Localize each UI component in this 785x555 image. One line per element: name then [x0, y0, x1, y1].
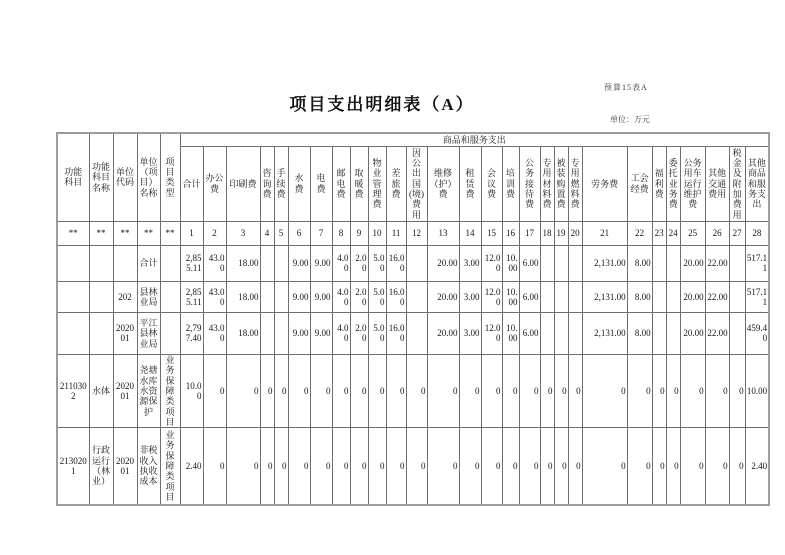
- data-cell: 18.00: [226, 312, 260, 354]
- data-cell: 16.00: [386, 312, 406, 354]
- data-cell: 4.00: [332, 312, 350, 354]
- data-cell: 0: [406, 428, 427, 505]
- data-cell: 517.11: [745, 281, 769, 312]
- data-cell: [540, 281, 554, 312]
- data-cell: 18.00: [226, 245, 260, 281]
- data-cell: 16.00: [386, 245, 406, 281]
- data-cell: 8.00: [627, 281, 652, 312]
- code-cell: 19: [554, 221, 568, 245]
- data-cell: 8.00: [627, 312, 652, 354]
- data-cell: 合计: [137, 245, 160, 281]
- data-cell: 0: [652, 428, 666, 505]
- data-cell: 0: [680, 428, 705, 505]
- data-cell: 0: [260, 428, 274, 505]
- data-cell: 业务保障类项目: [160, 428, 180, 505]
- code-cell: **: [113, 221, 137, 245]
- expense-column-header: 被装购置费: [554, 146, 568, 221]
- code-cell: 14: [459, 221, 481, 245]
- group-header-cell: 商品和服务支出: [180, 133, 769, 146]
- expense-column-header: 邮电费: [332, 146, 350, 221]
- fixed-column-header: 单位代码: [113, 133, 137, 221]
- data-cell: 0: [680, 354, 705, 427]
- data-cell: 0: [332, 354, 350, 427]
- data-cell: [729, 281, 745, 312]
- data-cell: 0: [519, 354, 540, 427]
- data-cell: 0: [729, 354, 745, 427]
- data-cell: 43.00: [203, 281, 226, 312]
- data-cell: 6.00: [519, 245, 540, 281]
- data-cell: 9.00: [310, 312, 332, 354]
- data-cell: 2,131.00: [582, 281, 627, 312]
- code-cell: **: [57, 221, 89, 245]
- data-cell: [406, 245, 427, 281]
- code-cell: 28: [745, 221, 769, 245]
- code-cell: 21: [582, 221, 627, 245]
- data-cell: 0: [288, 354, 310, 427]
- data-cell: 20.00: [680, 281, 705, 312]
- page-title: 项目支出明细表（A）: [289, 95, 475, 114]
- data-cell: 0: [582, 428, 627, 505]
- data-cell: 0: [540, 428, 554, 505]
- code-cell: 25: [680, 221, 705, 245]
- data-cell: [568, 245, 582, 281]
- data-cell: [89, 245, 113, 281]
- code-cell: 13: [427, 221, 459, 245]
- expense-column-header: 咨询费: [260, 146, 274, 221]
- data-cell: [57, 245, 89, 281]
- code-cell: 12: [406, 221, 427, 245]
- data-cell: 18.00: [226, 281, 260, 312]
- data-cell: [260, 312, 274, 354]
- data-cell: 0: [666, 428, 680, 505]
- data-cell: 0: [386, 428, 406, 505]
- data-cell: [568, 312, 582, 354]
- expense-column-header: 印刷费: [226, 146, 260, 221]
- data-cell: 6.00: [519, 281, 540, 312]
- data-cell: 0: [554, 354, 568, 427]
- data-cell: 0: [310, 428, 332, 505]
- data-cell: [57, 312, 89, 354]
- data-cell: [540, 245, 554, 281]
- data-cell: [160, 312, 180, 354]
- data-cell: 20.00: [680, 312, 705, 354]
- data-cell: 3.00: [459, 312, 481, 354]
- data-cell: [540, 312, 554, 354]
- code-cell: 26: [705, 221, 729, 245]
- data-cell: 9.00: [288, 245, 310, 281]
- data-cell: 2.40: [180, 428, 203, 505]
- data-cell: 2,855.11: [180, 281, 203, 312]
- code-cell: 15: [481, 221, 502, 245]
- data-cell: [406, 312, 427, 354]
- data-cell: 16.00: [386, 281, 406, 312]
- code-cell: 4: [260, 221, 274, 245]
- data-cell: [666, 312, 680, 354]
- expense-column-header: 物业管理费: [368, 146, 386, 221]
- data-cell: 0: [459, 354, 481, 427]
- data-cell: 0: [627, 354, 652, 427]
- data-cell: 行政运行（林业）: [89, 428, 113, 505]
- code-cell: 8: [332, 221, 350, 245]
- data-cell: 0: [350, 428, 368, 505]
- expense-column-header: 差旅费: [386, 146, 406, 221]
- expense-column-header: 水费: [288, 146, 310, 221]
- data-cell: 2.00: [350, 312, 368, 354]
- data-cell: 0: [705, 354, 729, 427]
- data-cell: 3.00: [459, 245, 481, 281]
- code-cell: 2: [203, 221, 226, 245]
- data-cell: [652, 281, 666, 312]
- data-cell: 4.00: [332, 281, 350, 312]
- data-cell: 5.00: [368, 245, 386, 281]
- data-cell: 22.00: [705, 312, 729, 354]
- data-cell: [652, 245, 666, 281]
- data-cell: [89, 281, 113, 312]
- expense-column-header: 电费: [310, 146, 332, 221]
- table-row: [57, 428, 769, 505]
- data-cell: 0: [368, 428, 386, 505]
- data-cell: 0: [368, 354, 386, 427]
- data-cell: 10.00: [180, 354, 203, 427]
- data-cell: 517.11: [745, 245, 769, 281]
- data-cell: 0: [729, 428, 745, 505]
- code-cell: **: [89, 221, 113, 245]
- data-cell: 9.00: [310, 245, 332, 281]
- table-body: [57, 221, 769, 504]
- data-cell: 2,855.11: [180, 245, 203, 281]
- table-container: [56, 132, 770, 506]
- expense-column-header: 取暖费: [350, 146, 368, 221]
- table-row: [57, 354, 769, 427]
- data-cell: 0: [427, 428, 459, 505]
- data-cell: [160, 245, 180, 281]
- code-cell: 3: [226, 221, 260, 245]
- data-cell: 9.00: [310, 281, 332, 312]
- data-cell: 2,131.00: [582, 312, 627, 354]
- code-cell: 6: [288, 221, 310, 245]
- code-cell: **: [137, 221, 160, 245]
- data-cell: 20.00: [427, 281, 459, 312]
- data-cell: 2110302: [57, 354, 89, 427]
- data-cell: 0: [502, 428, 519, 505]
- data-cell: 22.00: [705, 245, 729, 281]
- data-cell: 0: [203, 428, 226, 505]
- data-cell: 0: [203, 354, 226, 427]
- data-cell: [406, 281, 427, 312]
- expense-column-header: 委托业务费: [666, 146, 680, 221]
- data-cell: 9.00: [288, 312, 310, 354]
- code-cell: 11: [386, 221, 406, 245]
- data-cell: [554, 281, 568, 312]
- data-cell: 8.00: [627, 245, 652, 281]
- data-cell: 0: [568, 428, 582, 505]
- data-cell: 2130201: [57, 428, 89, 505]
- data-cell: 202001: [113, 428, 137, 505]
- expense-column-header: 租赁费: [459, 146, 481, 221]
- code-cell: 23: [652, 221, 666, 245]
- data-cell: 平江县林业局: [137, 312, 160, 354]
- data-cell: 0: [274, 354, 288, 427]
- data-cell: 0: [652, 354, 666, 427]
- data-cell: 县林业局: [137, 281, 160, 312]
- data-cell: [729, 245, 745, 281]
- data-cell: 0: [288, 428, 310, 505]
- data-cell: 10.00: [502, 245, 519, 281]
- data-cell: 12.00: [481, 312, 502, 354]
- data-cell: 20.00: [427, 245, 459, 281]
- data-cell: [666, 281, 680, 312]
- data-cell: 459.40: [745, 312, 769, 354]
- unit-note: 单位：万元: [610, 115, 650, 124]
- data-cell: 10.00: [502, 312, 519, 354]
- expense-column-header: 专用燃料费: [568, 146, 582, 221]
- data-cell: 5.00: [368, 312, 386, 354]
- data-cell: 0: [260, 354, 274, 427]
- data-cell: 4.00: [332, 245, 350, 281]
- data-cell: 0: [226, 428, 260, 505]
- data-cell: 0: [627, 428, 652, 505]
- expense-column-header: 办公费: [203, 146, 226, 221]
- data-cell: 202001: [113, 312, 137, 354]
- data-cell: 0: [350, 354, 368, 427]
- data-cell: [260, 245, 274, 281]
- data-cell: 0: [406, 354, 427, 427]
- expense-column-header: 会议费: [481, 146, 502, 221]
- code-cell: **: [160, 221, 180, 245]
- table-head: [57, 133, 769, 221]
- data-cell: 43.00: [203, 245, 226, 281]
- data-cell: [554, 245, 568, 281]
- data-cell: [568, 281, 582, 312]
- expense-column-header: 劳务费: [582, 146, 627, 221]
- fixed-column-header: 单位（项目）名称: [137, 133, 160, 221]
- data-cell: [274, 312, 288, 354]
- data-cell: 0: [386, 354, 406, 427]
- expense-column-header: 福利费: [652, 146, 666, 221]
- data-cell: 10.00: [745, 354, 769, 427]
- data-cell: 2,131.00: [582, 245, 627, 281]
- data-cell: [652, 312, 666, 354]
- data-cell: 9.00: [288, 281, 310, 312]
- code-cell: 5: [274, 221, 288, 245]
- data-cell: 202001: [113, 354, 137, 427]
- fixed-column-header: 功能科目: [57, 133, 89, 221]
- table-row: [57, 312, 769, 354]
- data-cell: [554, 312, 568, 354]
- data-cell: 12.00: [481, 281, 502, 312]
- data-cell: 43.00: [203, 312, 226, 354]
- data-cell: 202: [113, 281, 137, 312]
- data-cell: 0: [481, 354, 502, 427]
- data-cell: 2.00: [350, 245, 368, 281]
- data-cell: 尧塘水库水资源保护: [137, 354, 160, 427]
- data-cell: 2.40: [745, 428, 769, 505]
- data-cell: 0: [502, 354, 519, 427]
- expense-column-header: 合计: [180, 146, 203, 221]
- data-cell: 0: [274, 428, 288, 505]
- data-cell: 0: [332, 428, 350, 505]
- data-cell: [274, 245, 288, 281]
- data-cell: 12.00: [481, 245, 502, 281]
- code-cell: 27: [729, 221, 745, 245]
- code-cell: 16: [502, 221, 519, 245]
- code-cell: 17: [519, 221, 540, 245]
- data-cell: 0: [519, 428, 540, 505]
- table-row: [57, 281, 769, 312]
- data-cell: 0: [666, 354, 680, 427]
- data-cell: [666, 245, 680, 281]
- code-cell: 10: [368, 221, 386, 245]
- data-cell: 0: [705, 428, 729, 505]
- data-cell: [160, 281, 180, 312]
- code-cell: 24: [666, 221, 680, 245]
- data-cell: 3.00: [459, 281, 481, 312]
- code-cell: 9: [350, 221, 368, 245]
- data-cell: 水体: [89, 354, 113, 427]
- expense-column-header: 公务用车运行维护费: [680, 146, 705, 221]
- expense-column-header: 手续费: [274, 146, 288, 221]
- data-cell: 业务保障类项目: [160, 354, 180, 427]
- data-cell: 0: [540, 354, 554, 427]
- data-cell: [89, 312, 113, 354]
- expense-column-header: 工会经费: [627, 146, 652, 221]
- data-cell: 0: [568, 354, 582, 427]
- expense-column-header: 其他商品和服务支出: [745, 146, 769, 221]
- expense-column-header: 维修（护）费: [427, 146, 459, 221]
- expense-column-header: 专用材料费: [540, 146, 554, 221]
- expense-column-header: 培训费: [502, 146, 519, 221]
- code-cell: 20: [568, 221, 582, 245]
- data-cell: 非税收入执收成本: [137, 428, 160, 505]
- data-cell: 0: [481, 428, 502, 505]
- data-cell: [57, 281, 89, 312]
- expense-column-header: 税金及附加费用: [729, 146, 745, 221]
- expense-column-header: 因公出国(境)费用: [406, 146, 427, 221]
- code-row: [57, 221, 769, 245]
- expense-column-header: 其他交通费用: [705, 146, 729, 221]
- data-cell: 0: [582, 354, 627, 427]
- data-cell: 5.00: [368, 281, 386, 312]
- fixed-column-header: 功能科目名称: [89, 133, 113, 221]
- code-cell: 1: [180, 221, 203, 245]
- code-cell: 7: [310, 221, 332, 245]
- data-cell: 10.00: [502, 281, 519, 312]
- fixed-column-header: 项目类型: [160, 133, 180, 221]
- data-cell: 22.00: [705, 281, 729, 312]
- data-cell: 0: [554, 428, 568, 505]
- data-cell: [274, 281, 288, 312]
- code-cell: 22: [627, 221, 652, 245]
- data-cell: 20.00: [427, 312, 459, 354]
- data-cell: 2,797.40: [180, 312, 203, 354]
- data-cell: [260, 281, 274, 312]
- expenditure-table: [56, 132, 770, 506]
- data-cell: [113, 245, 137, 281]
- data-cell: 0: [226, 354, 260, 427]
- header-row-group: [57, 133, 769, 146]
- expense-column-header: 公务接待费: [519, 146, 540, 221]
- table-row: [57, 245, 769, 281]
- data-cell: 2.00: [350, 281, 368, 312]
- data-cell: [729, 312, 745, 354]
- code-cell: 18: [540, 221, 554, 245]
- data-cell: 0: [459, 428, 481, 505]
- data-cell: 0: [310, 354, 332, 427]
- data-cell: 6.00: [519, 312, 540, 354]
- data-cell: 20.00: [680, 245, 705, 281]
- form-number-label: 预算15表A: [604, 83, 648, 92]
- data-cell: 0: [427, 354, 459, 427]
